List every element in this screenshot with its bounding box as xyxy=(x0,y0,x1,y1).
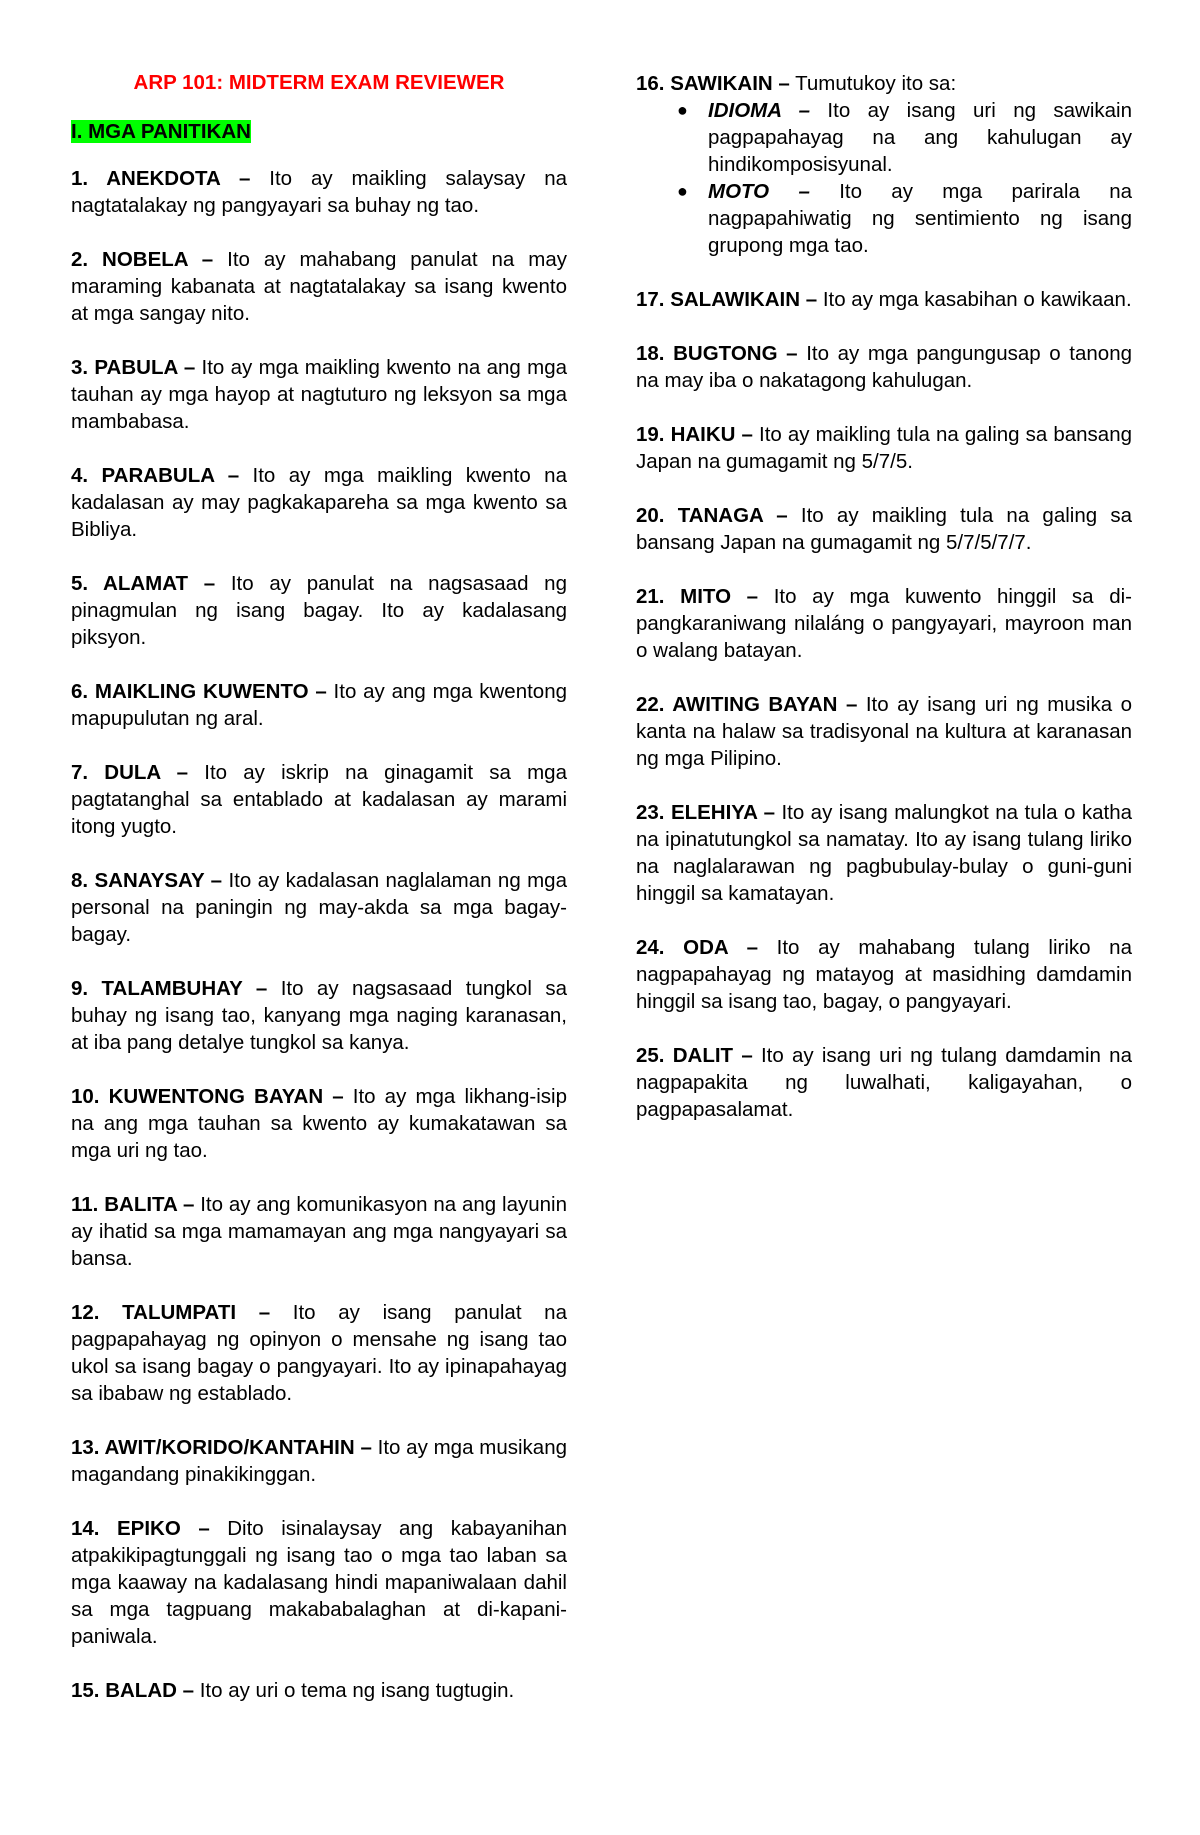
entry-sawikain xyxy=(636,70,1132,259)
entry-elehiya xyxy=(636,799,1132,907)
entry-definition: Ito ay mga kuwento hinggil sa di-pangkaraniwang nilaláng o pangyayari, mayroon man o walang batayan. xyxy=(636,585,1132,662)
entry-balad xyxy=(71,1677,567,1704)
entry-definition: Ito ay isang panulat na pagpapahayag ng opinyon o mensahe ng isang tao ukol sa isang bagay o pangyayari. Ito ay ipinapahayag sa ibabaw ng establado. xyxy=(71,1301,567,1406)
entry-awiting-bayan xyxy=(636,691,1132,772)
entry-alamat xyxy=(71,570,567,651)
entry-definition: Ito ay maikling tula na galing sa bansang Japan na gumagamit ng 5/7/5/7/7. xyxy=(636,504,1132,554)
entry-bugtong xyxy=(636,340,1132,394)
entry-maikling-kuwento xyxy=(71,678,567,732)
entry-term: 2. NOBELA – xyxy=(71,248,214,272)
entry-term: 25. DALIT – xyxy=(636,1044,753,1067)
entry-definition: Ito ay mga kasabihan o kawikaan. xyxy=(817,288,1132,311)
bullet-icon: ● xyxy=(677,181,688,201)
entry-balita xyxy=(71,1191,567,1272)
entry-awit-korido-kantahin xyxy=(71,1434,567,1488)
entry-term: 9. TALAMBUHAY – xyxy=(71,977,268,1001)
entry-pabula xyxy=(71,354,567,435)
entry-definition: Ito ay mga likhang-isip na ang mga tauhan sa kwento ay kumakatawan sa mga uri ng tao. xyxy=(71,1085,567,1163)
entry-term: 22. AWITING BAYAN – xyxy=(636,693,858,716)
entry-definition: Ito ay maikling salaysay na nagtatalakay ng pangyayari sa buhay ng tao. xyxy=(71,167,567,218)
entry-epiko xyxy=(71,1515,567,1650)
list-item xyxy=(636,97,1132,178)
entry-term: 16. SAWIKAIN – xyxy=(636,72,790,95)
entry-definition: Ito ay mga pangungusap o tanong na may iba o nakatagong kahulugan. xyxy=(636,342,1132,392)
entry-definition: Ito ay mga maikling kwento na ang mga tauhan ay mga hayop at nagtuturo ng leksyon sa mga mambabasa. xyxy=(71,356,567,434)
entry-term: 13. AWIT/KORIDO/KANTAHIN – xyxy=(71,1436,372,1460)
section-heading-text: I. MGA PANITIKAN xyxy=(71,119,251,143)
entry-term: 14. EPIKO – xyxy=(71,1517,210,1541)
entry-definition: Ito ay mga musikang magandang pinakikinggan. xyxy=(71,1436,567,1487)
entry-term: 21. MITO – xyxy=(636,585,759,608)
entry-term: 23. ELEHIYA – xyxy=(636,801,775,824)
entry-term: 5. ALAMAT – xyxy=(71,572,216,596)
entry-term: 6. MAIKLING KUWENTO – xyxy=(71,680,327,704)
entry-parabula xyxy=(71,462,567,543)
entry-term: 1. ANEKDOTA – xyxy=(71,167,251,191)
sawikain-sub-list xyxy=(636,97,1132,259)
entry-nobela xyxy=(71,246,567,327)
entry-definition: Dito isinalaysay ang kabayanihan atpakikipagtunggali ng isang tao o mga tao laban sa mga kaaway na kadalasang hindi mapaniwalaan dahil sa mga tagpuang makababalaghan at di-kapani-paniwala. xyxy=(71,1517,567,1649)
entry-definition: Ito ay mga maikling kwento na kadalasan ay may pagkakapareha sa mga kwento sa Bibliya. xyxy=(71,464,567,542)
entry-anekdota xyxy=(71,165,567,219)
entry-definition: Ito ay panulat na nagsasaad ng pinagmulan ng isang bagay. Ito ay kadalasang piksyon. xyxy=(71,572,567,650)
entry-definition: Ito ay mahabang tulang liriko na nagpapahayag ng matayog at masidhing damdamin hinggil sa isang tao, bagay, o pangyayari. xyxy=(636,936,1132,1013)
entry-term: 15. BALAD – xyxy=(71,1679,195,1703)
sub-term: MOTO – xyxy=(708,180,810,203)
entry-salawikain xyxy=(636,286,1132,313)
entry-definition: Ito ay nagsasaad tungkol sa buhay ng isang tao, kanyang mga naging karanasan, at iba pang detalye tungkol sa kanya. xyxy=(71,977,567,1055)
entry-definition: Ito ay isang uri ng musika o kanta na halaw sa tradisyonal na kultura at karanasan ng mga Pilipino. xyxy=(636,693,1132,770)
entry-oda xyxy=(636,934,1132,1015)
sub-definition: Ito ay isang uri ng sawikain pagpapahayag na ang kahulugan ay hindikomposisyunal. xyxy=(708,99,1132,176)
entry-term: 19. HAIKU – xyxy=(636,423,753,446)
right-column xyxy=(636,70,1132,1150)
entry-term: 12. TALUMPATI – xyxy=(71,1301,271,1325)
entry-term: 10. KUWENTONG BAYAN – xyxy=(71,1085,344,1109)
entry-term: 18. BUGTONG – xyxy=(636,342,798,365)
entry-definition: Tumutukoy ito sa: xyxy=(789,72,957,95)
entry-term: 3. PABULA – xyxy=(71,356,196,380)
entry-kuwentong-bayan xyxy=(71,1083,567,1164)
sub-definition: Ito ay mga parirala na nagpapahiwatig ng sentimiento ng isang grupong mga tao. xyxy=(708,180,1132,257)
entry-dula xyxy=(71,759,567,840)
entry-definition: Ito ay ang komunikasyon na ang layunin ay ihatid sa mga mamamayan ang mga nangyayari sa bansa. xyxy=(71,1193,567,1271)
entry-definition: Ito ay kadalasan naglalaman ng mga personal na paningin ng may-akda sa mga bagay-bagay. xyxy=(71,869,567,947)
entry-term: 4. PARABULA – xyxy=(71,464,240,488)
document-title: ARP 101: MIDTERM EXAM REVIEWER xyxy=(133,71,505,94)
entry-definition: Ito ay isang malungkot na tula o katha na ipinatutungkol sa namatay. Ito ay isang tulang liriko na naglalarawan ng pagbubulay-bulay o guni-guni hinggil sa kamatayan. xyxy=(636,801,1132,905)
sub-term: IDIOMA – xyxy=(708,99,811,122)
entry-dalit xyxy=(636,1042,1132,1123)
bullet-icon: ● xyxy=(677,100,688,120)
entry-term: 11. BALITA – xyxy=(71,1193,195,1217)
entry-tanaga xyxy=(636,502,1132,556)
entry-haiku xyxy=(636,421,1132,475)
section-heading xyxy=(71,119,567,146)
entry-definition: Ito ay maikling tula na galing sa bansang Japan na gumagamit ng 5/7/5. xyxy=(636,423,1132,473)
entry-mito xyxy=(636,583,1132,664)
entry-term: 24. ODA – xyxy=(636,936,758,959)
entry-term: 8. SANAYSAY – xyxy=(71,869,223,893)
entry-sanaysay xyxy=(71,867,567,948)
entry-talambuhay xyxy=(71,975,567,1056)
left-column xyxy=(71,70,567,1731)
entry-definition: Ito ay uri o tema ng isang tugtugin. xyxy=(194,1679,515,1703)
entry-talumpati xyxy=(71,1299,567,1407)
list-item xyxy=(636,178,1132,259)
entry-definition: Ito ay iskrip na ginagamit sa mga pagtatanghal sa entablado at kadalasan ay marami itong yugto. xyxy=(71,761,567,839)
entry-term: 17. SALAWIKAIN – xyxy=(636,288,818,311)
entry-definition: Ito ay isang uri ng tulang damdamin na nagpapakita ng luwalhati, kaligayahan, o pagpapasalamat. xyxy=(636,1044,1132,1121)
entry-term: 7. DULA – xyxy=(71,761,189,785)
entry-term: 20. TANAGA – xyxy=(636,504,788,527)
entry-definition: Ito ay ang mga kwentong mapupulutan ng aral. xyxy=(71,680,568,731)
entry-definition: Ito ay mahabang panulat na may maraming kabanata at nagtatalakay sa isang kwento at mga sangay nito. xyxy=(71,248,567,326)
